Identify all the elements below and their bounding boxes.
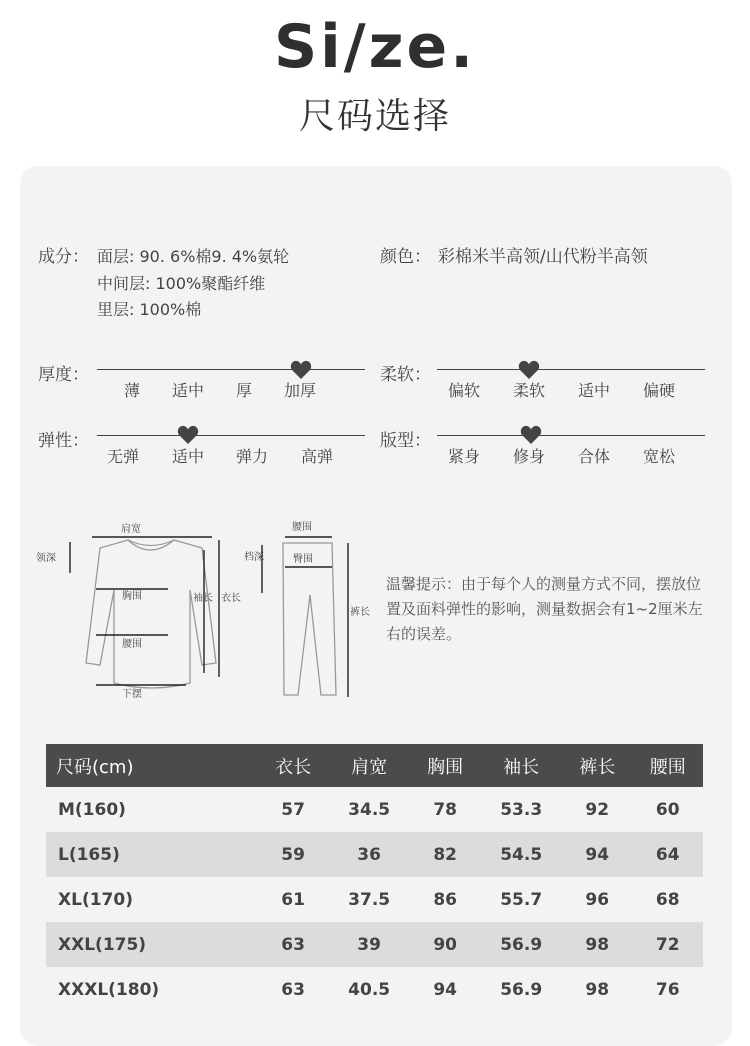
size-table [46, 744, 703, 1012]
title-english: Si/ze. [273, 12, 477, 82]
table-cell: 78 [433, 799, 457, 820]
table-cell: 90 [410, 922, 481, 967]
sleeve-label: 袖长 [193, 593, 213, 604]
waist-top-label: 腰围 [122, 639, 142, 650]
elasticity-label: 弹性： [38, 431, 89, 451]
table-header-cell: 腰围 [632, 744, 703, 787]
elasticity-option: 适中 [171, 447, 204, 466]
table-cell: XXL(175) [46, 922, 258, 967]
table-cell: 61 [281, 889, 305, 910]
table-header-cell: 衣长 [258, 744, 329, 787]
shoulder-label: 肩宽 [121, 524, 141, 535]
table-cell: 56.9 [500, 979, 543, 1000]
table-cell: 63 [258, 922, 329, 967]
elasticity-option: 高弹 [300, 447, 333, 466]
fit-option: 合体 [577, 447, 610, 466]
softness-option: 适中 [577, 381, 610, 400]
table-cell: 54.5 [480, 832, 562, 877]
pants-length-label: 裤长 [350, 607, 370, 618]
table-cell: XXXL(180) [58, 979, 160, 1000]
thickness-label: 厚度： [38, 365, 89, 385]
table-header-cell: 肩宽 [328, 744, 410, 787]
fit-option: 紧身 [447, 447, 480, 466]
table-cell: 68 [655, 889, 680, 910]
heart-marker-icon [290, 360, 312, 380]
table-cell: L(165) [46, 832, 258, 877]
heart-marker-icon [177, 425, 199, 445]
composition-line: 中间层: 100%聚酯纤维 [97, 274, 266, 293]
table-cell: 92 [585, 799, 610, 820]
table-cell: 56.9 [480, 922, 562, 967]
table-cell: 82 [410, 832, 481, 877]
fit-scale-line [437, 435, 705, 436]
table-header-cell: 裤长 [562, 744, 633, 787]
table-row [46, 787, 703, 832]
table-cell: 94 [562, 832, 633, 877]
thickness-option: 加厚 [283, 381, 316, 400]
composition-line: 里层: 100%棉 [97, 300, 202, 319]
heart-marker-icon [518, 360, 540, 380]
table-cell: 34.5 [348, 799, 391, 820]
color-value: 彩棉米半高领/山代粉半高领 [438, 247, 648, 267]
composition-label: 成分： [38, 247, 89, 267]
table-header-row [46, 744, 703, 787]
pants-garment-icon [283, 543, 336, 695]
table-cell: 63 [281, 979, 305, 1000]
table-cell: 64 [632, 832, 703, 877]
length-label: 衣长 [221, 593, 241, 604]
neck-depth-label: 领深 [36, 553, 56, 564]
composition-line: 面层: 90. 6%棉9. 4%氨轮 [97, 247, 290, 266]
hip-label: 臀围 [293, 554, 313, 565]
thickness-option: 薄 [123, 381, 140, 400]
softness-option: 偏软 [447, 381, 480, 400]
table-cell: 40.5 [348, 979, 391, 1000]
softness-scale-line [437, 369, 705, 370]
table-header-cell: 尺码(cm) [46, 744, 258, 787]
crotch-label: 档深 [244, 552, 264, 563]
table-cell: M(160) [58, 799, 126, 820]
table-cell: XL(170) [58, 889, 133, 910]
softness-option: 柔软 [512, 381, 545, 400]
table-cell: 98 [562, 922, 633, 967]
measurement-diagram [30, 515, 370, 705]
table-cell: 98 [585, 979, 610, 1000]
softness-option: 偏硬 [642, 381, 675, 400]
fit-label: 版型： [380, 431, 431, 451]
chest-label: 胸围 [122, 591, 142, 602]
thickness-option: 厚 [235, 381, 252, 400]
table-cell: 60 [655, 799, 680, 820]
hem-label: 下摆 [122, 689, 142, 700]
table-row [46, 922, 703, 967]
waist-label: 腰围 [292, 522, 312, 533]
table-cell: 72 [632, 922, 703, 967]
table-cell: 59 [258, 832, 329, 877]
thickness-option: 适中 [171, 381, 204, 400]
heart-marker-icon [520, 425, 542, 445]
measurement-note: 温馨提示：由于每个人的测量方式不同，摆放位置及面料弹性的影响，测量数据会有1~2厘米左右的误差。 [386, 575, 703, 643]
table-cell: 39 [328, 922, 410, 967]
table-row [46, 877, 703, 922]
elasticity-scale-line [97, 435, 365, 436]
table-cell: 36 [328, 832, 410, 877]
top-garment-icon [86, 540, 216, 688]
table-cell: 86 [433, 889, 457, 910]
table-header-cell: 胸围 [410, 744, 481, 787]
elasticity-option: 弹力 [235, 447, 268, 466]
fit-option: 修身 [512, 447, 545, 466]
elasticity-option: 无弹 [106, 447, 139, 466]
fit-option: 宽松 [642, 447, 675, 466]
table-cell: 37.5 [348, 889, 391, 910]
table-cell: 57 [281, 799, 305, 820]
table-cell: 76 [655, 979, 680, 1000]
thickness-scale-line [97, 369, 365, 370]
table-cell: 55.7 [500, 889, 543, 910]
table-header-cell: 袖长 [480, 744, 562, 787]
table-row [46, 967, 703, 1012]
title-chinese: 尺码选择 [298, 96, 451, 137]
color-label: 颜色： [380, 247, 431, 267]
table-row [46, 832, 703, 877]
table-cell: 94 [433, 979, 457, 1000]
table-cell: 96 [585, 889, 610, 910]
softness-label: 柔软： [380, 365, 431, 385]
table-cell: 53.3 [500, 799, 543, 820]
